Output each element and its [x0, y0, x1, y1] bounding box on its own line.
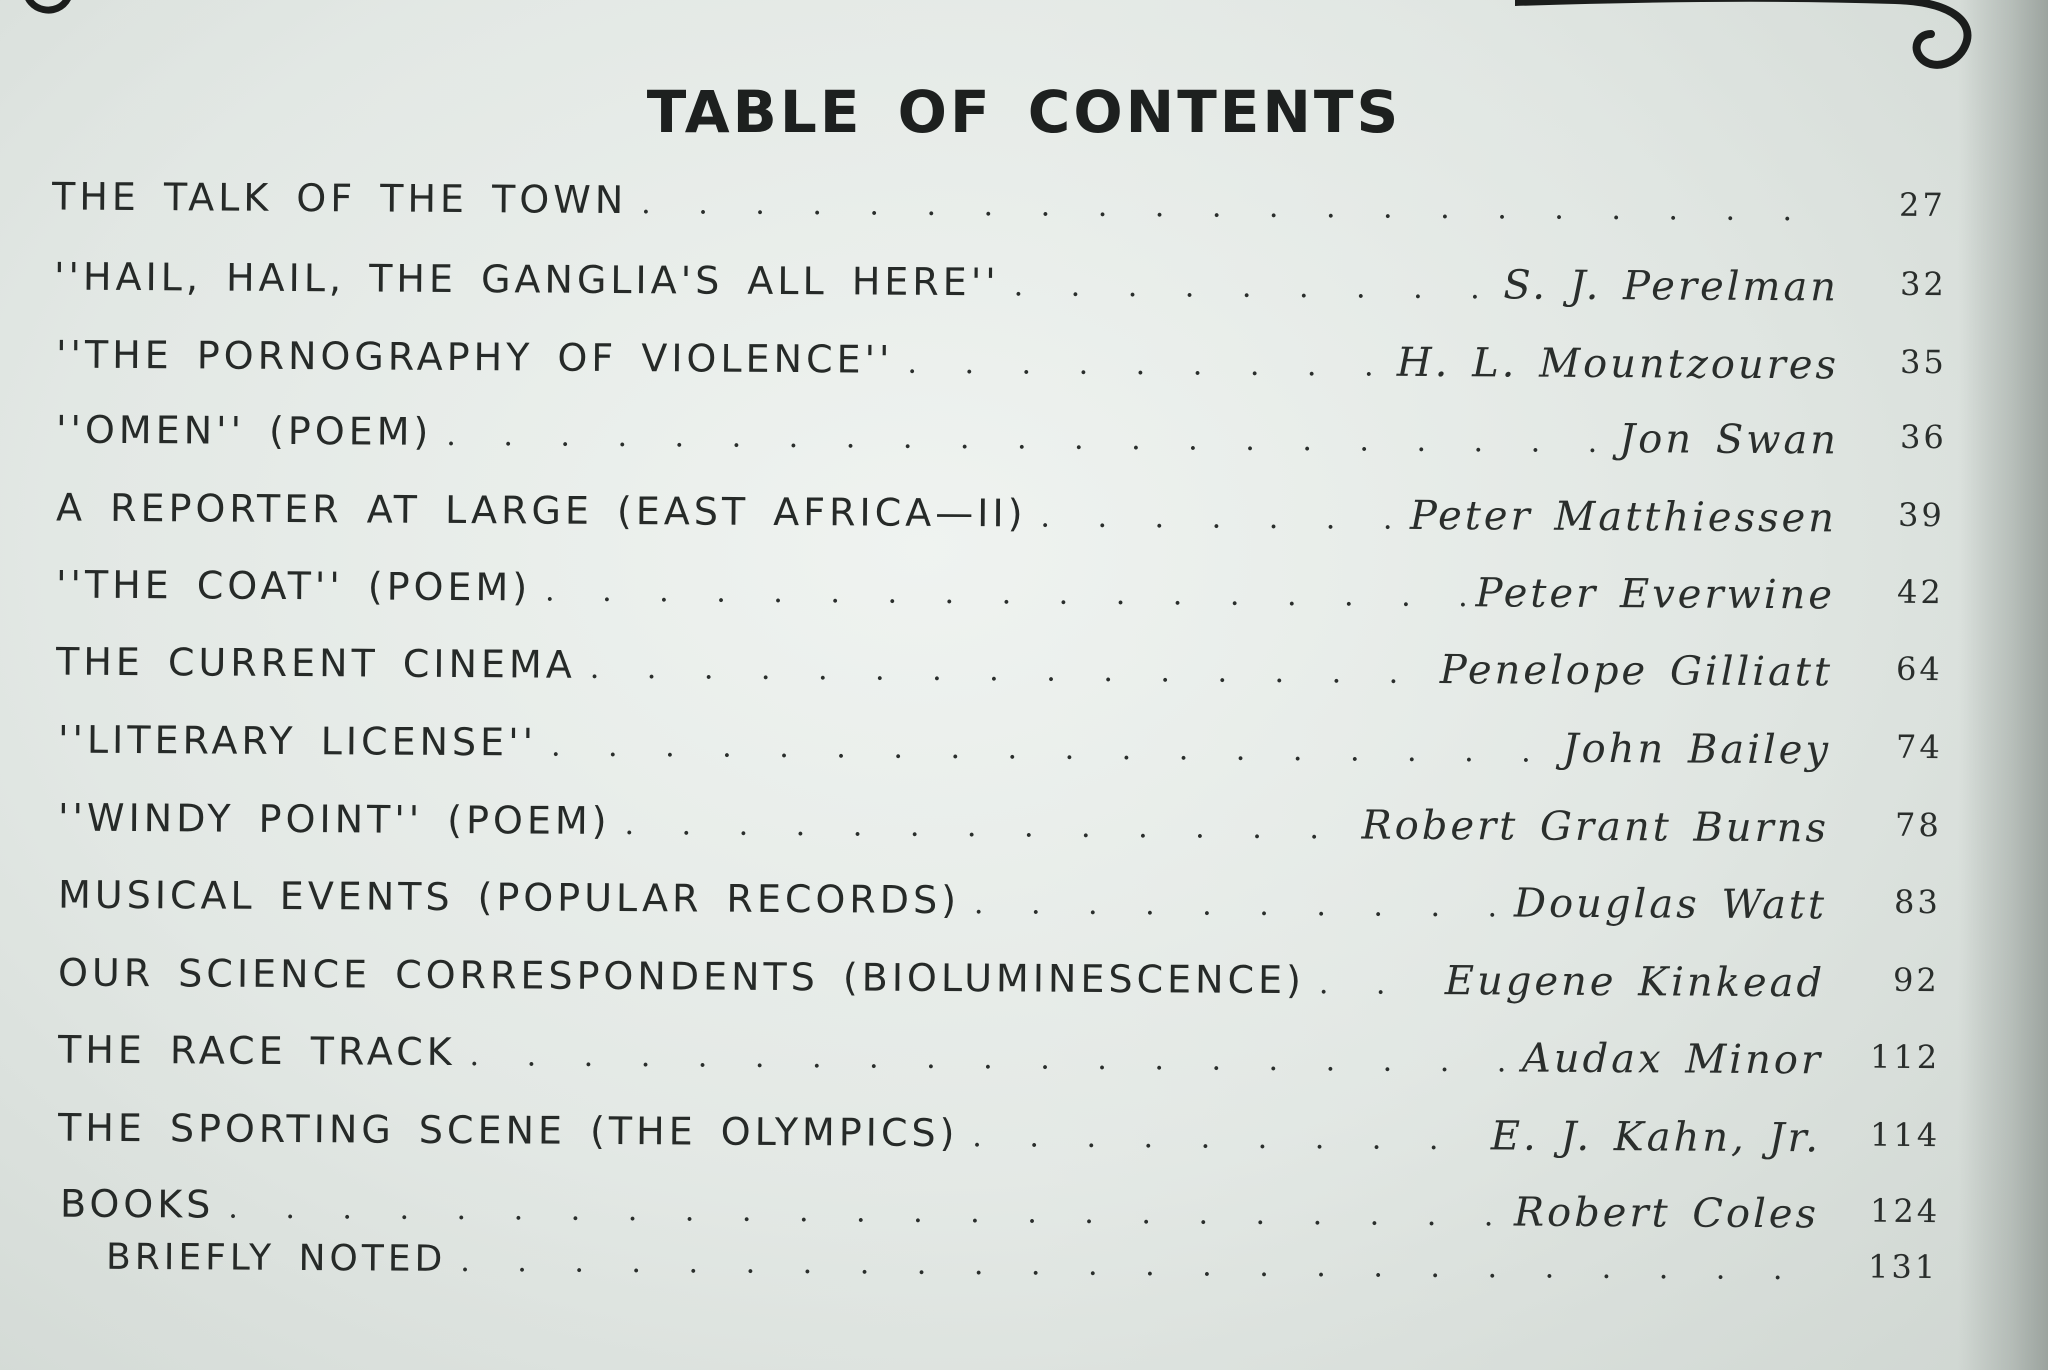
dot-leader — [469, 1038, 1512, 1079]
dot-leader — [460, 1244, 1807, 1287]
dot-leader — [907, 346, 1387, 384]
entry-title: ''HAIL, HAIL, THE GANGLIA'S ALL HERE'' — [53, 254, 1000, 305]
entry-page-number: 74 — [1895, 727, 1943, 767]
toc-entry[interactable] — [57, 717, 1943, 788]
toc-entry[interactable] — [55, 485, 1945, 556]
entry-title: THE RACE TRACK — [57, 1027, 456, 1075]
dot-leader — [228, 1191, 1504, 1234]
entry-title: A REPORTER AT LARGE (EAST AFRICA—II) — [55, 485, 1027, 536]
entry-author: Jon Swan — [1619, 416, 1840, 464]
entry-title: MUSICAL EVENTS (POPULAR RECORDS) — [57, 872, 961, 923]
dot-leader — [972, 1119, 1481, 1157]
entry-author: Penelope Gilliatt — [1439, 647, 1834, 696]
toc-entry[interactable] — [55, 332, 1947, 403]
toc-entry[interactable] — [55, 407, 1947, 478]
entry-page-number: 124 — [1869, 1191, 1941, 1231]
dot-leader — [551, 729, 1553, 770]
dot-leader — [974, 886, 1504, 924]
toc-entry[interactable] — [55, 562, 1944, 633]
dot-leader — [624, 807, 1351, 846]
entry-page-number: 39 — [1897, 495, 1945, 535]
entry-page-number: 114 — [1869, 1115, 1941, 1155]
toc-entry[interactable] — [57, 795, 1942, 866]
entry-author: Robert Grant Burns — [1361, 802, 1830, 852]
entry-title: ''THE PORNOGRAPHY OF VIOLENCE'' — [55, 332, 894, 382]
entry-title: ''WINDY POINT'' (POEM) — [57, 795, 611, 843]
entry-page-number: 131 — [1867, 1247, 1939, 1286]
toc-entry[interactable] — [57, 950, 1940, 1021]
entry-author: Robert Coles — [1513, 1189, 1820, 1238]
entry-page-number: 32 — [1899, 264, 1947, 304]
toc-entry[interactable] — [55, 639, 1943, 710]
entry-author: Audax Minor — [1521, 1035, 1824, 1084]
dot-leader — [590, 651, 1430, 691]
entry-title: OUR SCIENCE CORRESPONDENTS (BIOLUMINESCENCE) — [57, 950, 1306, 1003]
entry-title: BRIEFLY NOTED — [105, 1236, 447, 1280]
entry-page-number: 83 — [1893, 882, 1941, 922]
entry-author: John Bailey — [1562, 725, 1832, 774]
entry-title: ''THE COAT'' (POEM) — [55, 562, 532, 610]
entry-title: THE TALK OF THE TOWN — [51, 174, 628, 223]
entry-title: THE CURRENT CINEMA — [55, 639, 576, 687]
entry-author: H. L. Mountzoures — [1396, 339, 1840, 389]
dot-leader — [641, 186, 1842, 228]
entry-page-number: 42 — [1896, 572, 1944, 612]
dot-leader — [446, 418, 1609, 460]
entry-author: E. J. Kahn, Jr. — [1490, 1113, 1822, 1162]
entry-author: Peter Matthiessen — [1409, 492, 1838, 542]
toc-entry[interactable] — [57, 872, 1941, 943]
entry-page-number: 35 — [1899, 342, 1947, 382]
toc-entry-sub[interactable] — [105, 1236, 1939, 1307]
entry-page-number: 64 — [1895, 649, 1943, 689]
entry-author: Eugene Kinkead — [1444, 958, 1826, 1007]
dot-leader — [1319, 966, 1435, 1002]
entry-page-number: 78 — [1894, 805, 1942, 845]
entry-title: ''OMEN'' (POEM) — [55, 407, 433, 454]
toc-entry[interactable] — [51, 174, 1946, 246]
entry-title: THE SPORTING SCENE (THE OLYMPICS) — [57, 1105, 959, 1156]
entry-page-number: 27 — [1898, 185, 1946, 225]
entry-page-number: 92 — [1892, 960, 1940, 1000]
page-title: TABLE OF CONTENTS — [646, 78, 1402, 146]
entry-title: ''LITERARY LICENSE'' — [57, 717, 538, 765]
entry-author: Peter Everwine — [1475, 570, 1836, 619]
dot-leader — [545, 574, 1466, 615]
entry-author: S. J. Perelman — [1503, 262, 1840, 311]
toc-entry[interactable] — [53, 254, 1947, 325]
toc-entry[interactable] — [57, 1105, 1941, 1176]
entry-page-number: 36 — [1899, 417, 1947, 457]
entry-title: BOOKS — [59, 1181, 215, 1227]
dot-leader — [1014, 268, 1494, 306]
entry-page-number: 112 — [1869, 1037, 1941, 1077]
toc-entry[interactable] — [57, 1027, 1941, 1098]
dot-leader — [1040, 500, 1400, 537]
entry-author: Douglas Watt — [1513, 880, 1828, 929]
